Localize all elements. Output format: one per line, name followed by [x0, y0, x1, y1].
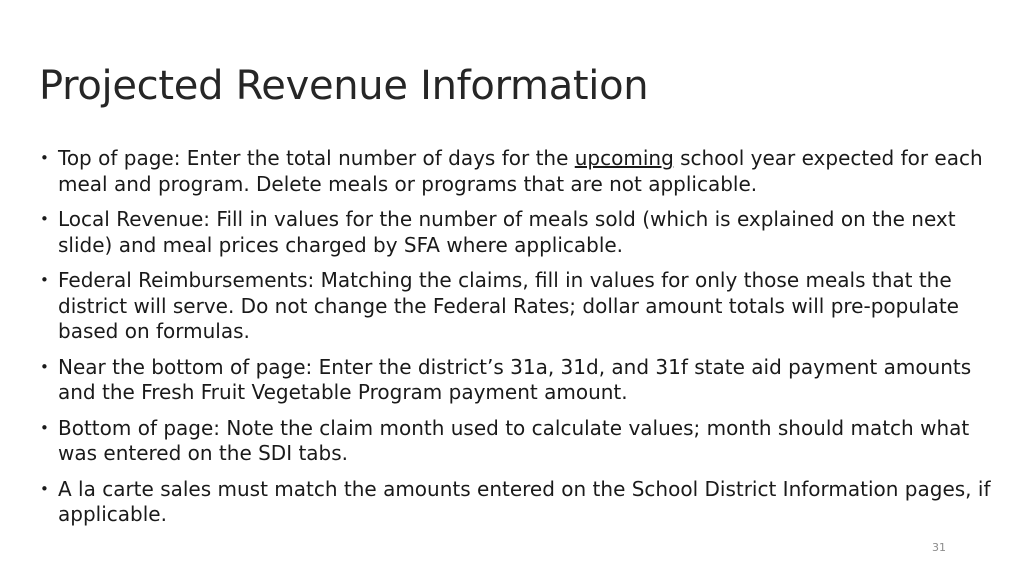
bullet-point-icon: •: [40, 210, 49, 228]
bullet-text-days-before: Top of page: Enter the total number of days for the: [58, 146, 575, 170]
bullet-item-federal-reimbursements: [38, 268, 993, 345]
bullet-point-icon: •: [40, 357, 49, 376]
bullet-text-federal-reimbursements: Federal Reimbursements: Matching the claims, fill in values for only those meals that the district will serve. Do not change the Federal Rates; dollar amount totals will pre-populate based on formulas.: [58, 268, 959, 343]
bullet-item-local-revenue: [38, 207, 993, 258]
bullet-text-local-revenue: Local Revenue: Fill in values for the number of meals sold (which is explained on the next slide) and meal prices charged by SFA where applicable.: [58, 207, 956, 257]
bullet-item-days: [38, 146, 993, 197]
bullet-point-icon: •: [40, 479, 49, 498]
slide-title: Projected Revenue Information: [39, 63, 649, 109]
bullet-list: [38, 146, 993, 538]
bullet-text-state-aid: Near the bottom of page: Enter the district’s 31a, 31d, and 31f state aid payment amounts and the Fresh Fruit Vegetable Program payment amount.: [58, 354, 972, 404]
bullet-text-claim-month: Bottom of page: Note the claim month used to calculate values; month should match what was entered on the SDI tabs.: [58, 415, 970, 465]
bullet-point-icon: •: [40, 418, 49, 437]
bullet-text-days-after: school year expected for each meal and program. Delete meals or programs that are not applicable.: [58, 146, 983, 196]
bullet-item-a-la-carte: [38, 477, 993, 528]
bullet-item-state-aid: [38, 355, 993, 406]
bullet-item-claim-month: [38, 416, 993, 467]
bullet-text-a-la-carte: A la carte sales must match the amounts entered on the School District Information pages, if applicable.: [58, 476, 991, 526]
bullet-text-days-underlined: upcoming: [574, 146, 674, 170]
bullet-point-icon: •: [40, 271, 49, 289]
bullet-point-icon: •: [40, 149, 49, 167]
slide-page-number: 31: [932, 541, 946, 554]
